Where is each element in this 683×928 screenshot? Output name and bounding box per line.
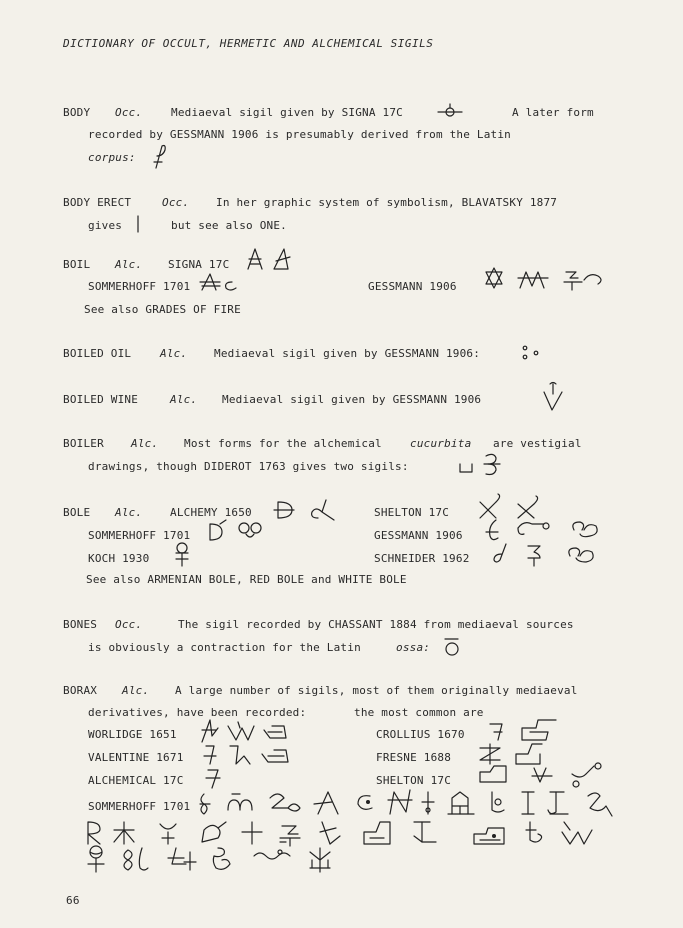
entry-category: Alc. xyxy=(131,437,159,450)
source-label: GESSMANN 1906 xyxy=(368,280,457,293)
entry-text: In her graphic system of symbolism, BLAVATSKY 1877 xyxy=(216,196,558,209)
body-sigil-icon xyxy=(436,103,464,119)
bole-alchemy-sigils-icon xyxy=(272,496,352,524)
entry-category: Alc. xyxy=(115,258,143,271)
entry-text: Mediaeval sigil given by GESSMANN 1906: xyxy=(214,347,481,360)
see-also: See also ARMENIAN BOLE, RED BOLE and WHITE BOLE xyxy=(86,573,407,586)
source-label: ALCHEMY 1650 xyxy=(170,506,252,519)
entry-term: BODY ERECT xyxy=(63,196,132,209)
boil-signa-sigils-icon xyxy=(244,245,300,273)
boiler-diderot-sigils-icon xyxy=(456,450,512,480)
source-label: VALENTINE 1671 xyxy=(88,751,184,764)
entry-text: recorded by GESSMANN 1906 is presumably derived from the Latin xyxy=(88,128,511,141)
entry-term: BOILED OIL xyxy=(63,347,132,360)
body-corpus-sigil-icon xyxy=(150,142,170,170)
borax-sommerhoff-sigils-row3-icon xyxy=(84,842,374,876)
boiled-oil-dots-sigil-icon xyxy=(520,344,544,362)
entry-term: BOILED WINE xyxy=(63,393,139,406)
bole-koch-sigil-icon xyxy=(170,540,194,568)
boil-sommerhoff-sigil-icon xyxy=(198,270,242,294)
bole-sommerhoff-sigils-icon xyxy=(206,518,266,544)
entry-text-italic: cucurbita xyxy=(410,437,472,450)
entry-term: BOLE xyxy=(63,506,91,519)
source-label: WORLIDGE 1651 xyxy=(88,728,177,741)
bones-ossa-sigil-icon xyxy=(442,636,462,658)
entry-text: are vestigial xyxy=(493,437,582,450)
entry-text: gives xyxy=(88,219,123,232)
entry-category: Alc. xyxy=(170,393,198,406)
source-label: SOMMERHOFF 1701 xyxy=(88,800,191,813)
entry-text: A large number of sigils, most of them originally mediaeval xyxy=(175,684,578,697)
entry-text: is obviously a contraction for the Latin xyxy=(88,641,361,654)
source-label: SCHNEIDER 1962 xyxy=(374,552,470,565)
source-label: FRESNE 1688 xyxy=(376,751,452,764)
entry-text: but see also ONE. xyxy=(171,219,287,232)
bole-schneider-sigils-icon xyxy=(490,540,600,570)
entry-category: Occ. xyxy=(115,106,143,119)
source-label: ALCHEMICAL 17C xyxy=(88,774,184,787)
source-label: SOMMERHOFF 1701 xyxy=(88,529,191,542)
boiled-wine-sigil-icon xyxy=(538,380,568,414)
entry-term: BOILER xyxy=(63,437,104,450)
boil-gessmann-sigils-icon xyxy=(480,266,610,294)
source-label: SHELTON 17C xyxy=(374,506,450,519)
entry-text-italic: corpus: xyxy=(88,151,136,164)
entry-text: Mediaeval sigil given by SIGNA 17C xyxy=(171,106,403,119)
entry-term: BODY xyxy=(63,106,91,119)
source-label: CROLLIUS 1670 xyxy=(376,728,465,741)
entry-category: Occ. xyxy=(115,618,143,631)
source-label: SHELTON 17C xyxy=(376,774,452,787)
entry-text: The sigil recorded by CHASSANT 1884 from mediaeval sources xyxy=(178,618,574,631)
entry-term: BOIL xyxy=(63,258,91,271)
entry-text: Most forms for the alchemical xyxy=(184,437,382,450)
source-label: GESSMANN 1906 xyxy=(374,529,463,542)
entry-term: BONES xyxy=(63,618,98,631)
entry-category: Alc. xyxy=(160,347,188,360)
vertical-line-sigil-icon xyxy=(133,214,143,234)
entry-text-italic: ossa: xyxy=(396,641,431,654)
entry-term: BORAX xyxy=(63,684,98,697)
see-also: See also GRADES OF FIRE xyxy=(84,303,241,316)
source-label: SOMMERHOFF 1701 xyxy=(88,280,191,293)
entry-text: Mediaeval sigil given by GESSMANN 1906 xyxy=(222,393,482,406)
source-label: SIGNA 17C xyxy=(168,258,230,271)
entry-category: Alc. xyxy=(115,506,143,519)
entry-category: Alc. xyxy=(122,684,150,697)
running-header: DICTIONARY OF OCCULT, HERMETIC AND ALCHEMICAL SIGILS xyxy=(63,37,434,50)
entry-text: the most common are xyxy=(354,706,484,719)
entry-text: derivatives, have been recorded: xyxy=(88,706,307,719)
entry-category: Occ. xyxy=(162,196,190,209)
page-number: 66 xyxy=(66,894,80,907)
entry-text: drawings, though DIDEROT 1763 gives two sigils: xyxy=(88,460,409,473)
source-label: KOCH 1930 xyxy=(88,552,150,565)
entry-text: A later form xyxy=(512,106,594,119)
